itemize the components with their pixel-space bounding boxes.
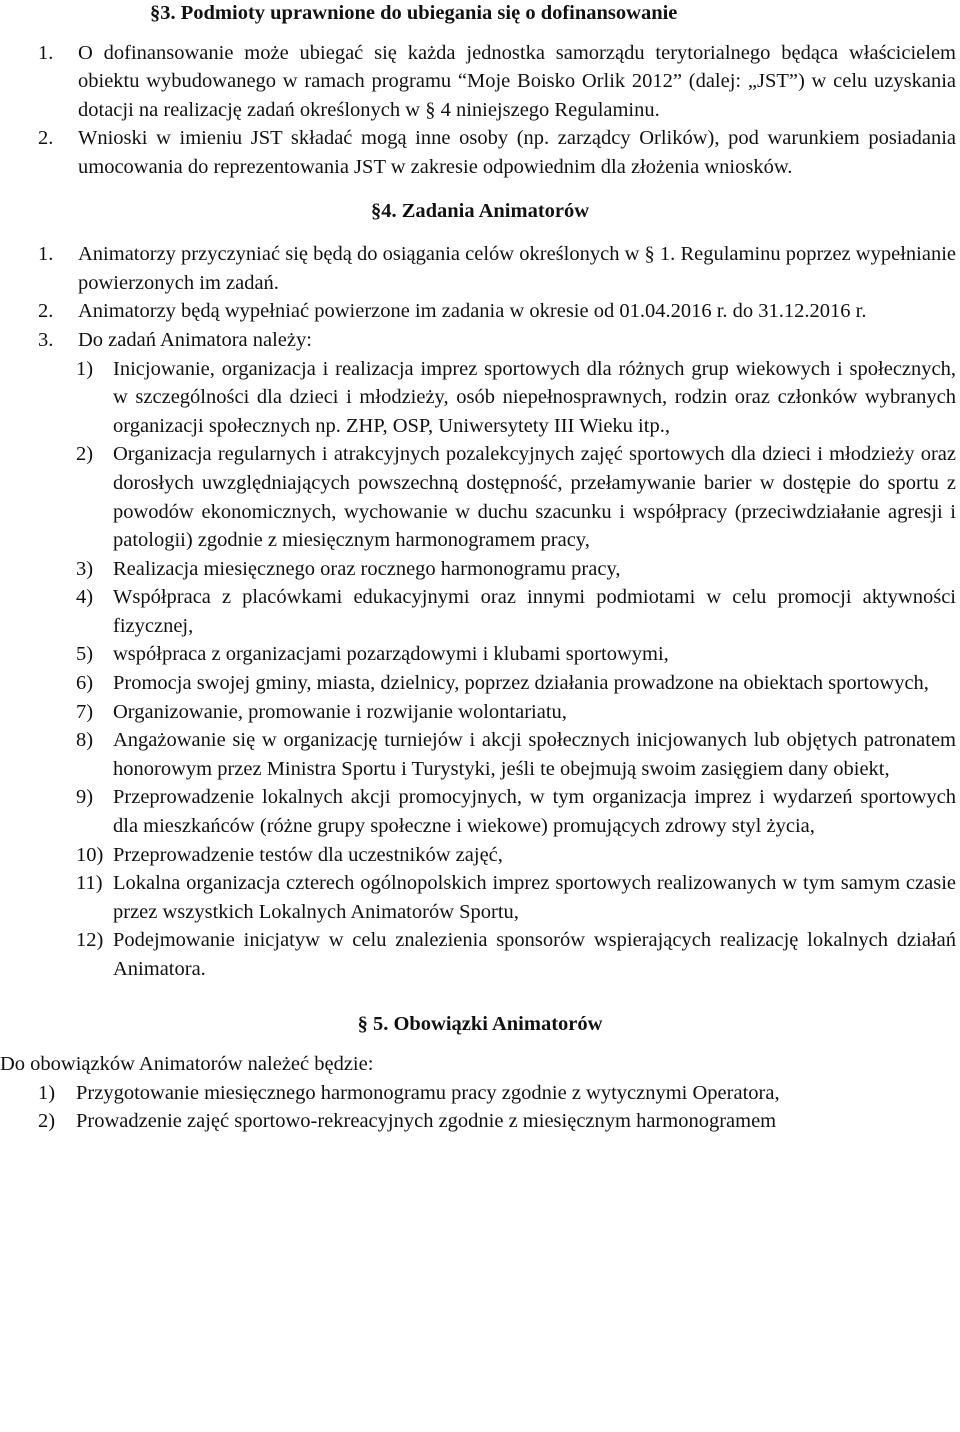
list-item [38, 240, 956, 297]
task-item [76, 698, 956, 727]
section-4-list [38, 240, 956, 354]
list-item [38, 1107, 956, 1136]
section-5-intro: Do obowiązków Animatorów należeć będzie: [0, 1053, 374, 1076]
task-number: 10) [76, 843, 104, 866]
list-item-text: Przygotowanie miesięcznego harmonogramu pracy zgodnie z wytycznymi Operatora, [76, 1081, 780, 1104]
list-item [38, 1079, 956, 1108]
list-item-number: 2. [38, 300, 54, 323]
list-item-number: 1) [38, 1081, 56, 1104]
task-text: Promocja swojej gminy, miasta, dzielnicy, poprzez działania prowadzone na obiektach sportowych, [113, 672, 929, 695]
task-number: 11) [76, 872, 103, 895]
list-item-number: 1. [38, 243, 54, 266]
task-number: 1) [76, 357, 94, 380]
task-number: 6) [76, 672, 94, 695]
task-item [76, 640, 956, 669]
task-number: 5) [76, 643, 94, 666]
task-number: 4) [76, 586, 94, 609]
list-item-text: Prowadzenie zajęć sportowo-rekreacyjnych zgodnie z miesięcznym harmonogramem [76, 1110, 777, 1133]
task-text: Organizowanie, promowanie i rozwijanie wolontariatu, [113, 700, 567, 723]
section-3-heading: §3. Podmioty uprawnione do ubiegania się o dofinansowanie [150, 2, 678, 24]
task-text: Organizacja regularnych i atrakcyjnych pozalekcyjnych zajęć sportowych dla dzieci i młodzieży oraz dorosłych uwzględniających powszechną dostępność, przełamywanie barier w dostępie do sportu z powodów ekonomicznych, wychowanie w duchu szacunku i współpracy (przeciwdziałanie agresji i patologii) zgodnie z miesięcznym harmonogramem pracy, [113, 443, 956, 552]
list-item-text: Wnioski w imieniu JST składać mogą inne osoby (np. zarządcy Orlików), pod warunkiem posiadania umocowania do reprezentowania JST w zakresie odpowiednim dla złożenia wniosków. [78, 127, 956, 178]
task-number: 12) [76, 929, 104, 952]
list-item [38, 326, 956, 355]
list-item [38, 39, 956, 125]
section-4-heading: §4. Zadania Animatorów [370, 199, 590, 222]
list-item-number: 3. [38, 328, 54, 351]
task-item [76, 841, 956, 870]
task-number: 9) [76, 786, 94, 809]
task-text: Lokalna organizacja czterech ogólnopolskich imprez sportowych realizowanych w tym samym czasie przez wszystkich Lokalnych Animatorów Sportu, [113, 872, 956, 923]
task-text: Angażowanie się w organizację turniejów i akcji społecznych inicjowanych lub objętych patronatem honorowym przez Ministra Sportu i Turystyki, jeśli te obejmują swoim zasięgiem dany obiekt, [113, 729, 956, 780]
list-item [38, 297, 956, 326]
task-text: Współpraca z placówkami edukacyjnymi oraz innymi podmiotami w celu promocji aktywności fizycznej, [113, 586, 956, 637]
section-3-list [38, 39, 956, 182]
task-item [76, 783, 956, 840]
task-number: 7) [76, 700, 94, 723]
animator-tasks-list [76, 355, 956, 984]
list-item-number: 2. [38, 127, 54, 150]
list-item-number: 2) [38, 1110, 56, 1133]
list-item [38, 124, 956, 181]
task-text: współpraca z organizacjami pozarządowymi i klubami sportowymi, [113, 643, 669, 666]
task-text: Przeprowadzenie testów dla uczestników zajęć, [113, 843, 503, 866]
task-text: Inicjowanie, organizacja i realizacja imprez sportowych dla różnych grup wiekowych i społecznych, w szczególności dla dzieci i młodzieży, osób niepełnosprawnych, rodzin oraz członków wybranych organizacji społecznych np. ZHP, OSP, Uniwersytety III Wieku itp., [113, 357, 956, 437]
task-item [76, 869, 956, 926]
task-text: Realizacja miesięcznego oraz rocznego harmonogramu pracy, [113, 557, 621, 580]
task-item [76, 355, 956, 441]
task-item [76, 726, 956, 783]
task-number: 8) [76, 729, 94, 752]
task-item [76, 583, 956, 640]
list-item-number: 1. [38, 41, 54, 64]
list-item-text: Do zadań Animatora należy: [78, 328, 312, 351]
task-text: Przeprowadzenie lokalnych akcji promocyjnych, w tym organizacja imprez i wydarzeń sportowych dla mieszkańców (różne grupy społeczne i wiekowe) promujących zdrowy styl życia, [113, 786, 956, 838]
list-item-text: O dofinansowanie może ubiegać się każda jednostka samorządu terytorialnego będąca właścicielem obiektu wybudowanego w ramach programu “Moje Boisko Orlik 2012” (dalej: „JST”) w celu uzyskania dotacji na realizację zadań określonych w § 4 niniejszego Regulaminu. [78, 41, 956, 121]
section-5-heading: § 5. Obowiązki Animatorów [357, 1012, 603, 1035]
task-text: Podejmowanie inicjatyw w celu znalezienia sponsorów wspierających realizację lokalnych działań Animatora. [113, 929, 956, 980]
section-5-list [38, 1079, 956, 1136]
task-item [76, 669, 956, 698]
list-item-text: Animatorzy będą wypełniać powierzone im zadania w okresie od 01.04.2016 r. do 31.12.2016 r. [78, 300, 867, 323]
task-item [76, 926, 956, 983]
list-item-text: Animatorzy przyczyniać się będą do osiągania celów określonych w § 1. Regulaminu poprzez wypełnianie powierzonych im zadań. [78, 243, 956, 294]
task-item [76, 555, 956, 584]
task-number: 2) [76, 443, 94, 466]
task-number: 3) [76, 557, 94, 580]
task-item [76, 440, 956, 554]
